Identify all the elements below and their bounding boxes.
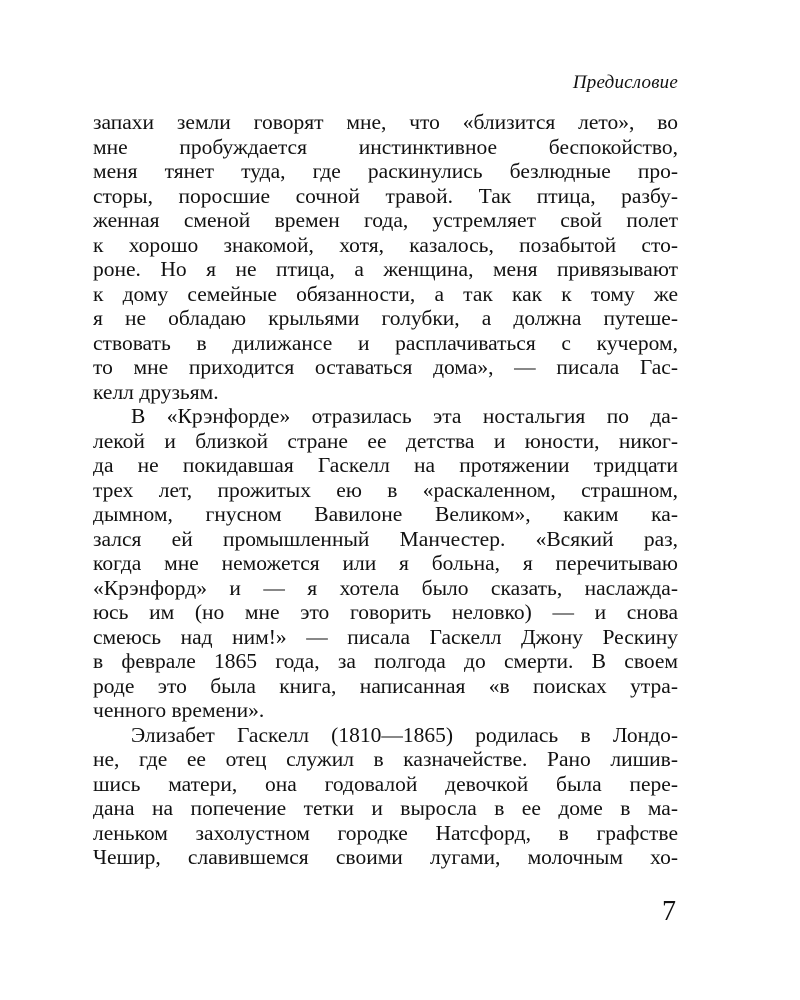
text-line: келл друзьям.: [93, 379, 219, 404]
paragraph: [93, 110, 678, 404]
text-line: смеюсь над ним!» — писала Гаскелл Джону Рескину: [93, 624, 678, 649]
text-line: зался ей промышленный Манчестер. «Всякий раз,: [93, 526, 678, 551]
text-line: трех лет, прожитых ею в «раскаленном, страшном,: [93, 477, 678, 502]
text-line: дымном, гнусном Вавилоне Великом», каким ка-: [93, 502, 678, 526]
text-line: дана на попечение тетки и выросла в ее доме в ма-: [93, 796, 678, 820]
text-line: то мне приходится оставаться дома», — писала Гас-: [93, 355, 678, 379]
text-line: запахи земли говорят мне, что «близится лето», во: [93, 110, 678, 134]
paragraph: [93, 404, 678, 723]
text-line: роде это была книга, написанная «в поисках утра-: [93, 673, 678, 698]
text-line: к хорошо знакомой, хотя, казалось, позабытой сто-: [93, 232, 678, 257]
text-line: да не покидавшая Гаскелл на протяжении тридцати: [93, 453, 678, 477]
text-line: когда мне неможется или я больна, я перечитываю: [93, 551, 678, 575]
text-line: леньком захолустном городке Натсфорд, в графстве: [93, 820, 678, 845]
text-line: ченного времени».: [93, 698, 265, 722]
text-line: шись матери, она годовалой девочкой была пере-: [93, 771, 678, 796]
text-line: сторы, поросшие сочной травой. Так птица, разбу-: [93, 183, 678, 208]
text-line: роне. Но я не птица, а женщина, меня привязывают: [93, 257, 678, 281]
paragraph: [93, 723, 678, 870]
page-number: 7: [662, 896, 676, 927]
text-line: меня тянет туда, где раскинулись безлюдные про-: [93, 159, 678, 183]
text-line: юсь им (но мне это говорить неловко) — и снова: [93, 600, 678, 624]
text-line: я не обладаю крыльями голубки, а должна путеше-: [93, 306, 678, 330]
text-line: ствовать в дилижансе и расплачиваться с кучером,: [93, 330, 678, 355]
body-text: [93, 110, 678, 870]
text-line: не, где ее отец служил в казначействе. Рано лишив-: [93, 747, 678, 771]
text-line: «Крэнфорд» и — я хотела было сказать, наслажда-: [93, 575, 678, 600]
running-title: Предисловие: [572, 72, 678, 93]
text-line: женная сменой времен года, устремляет свой полет: [93, 208, 678, 232]
text-line: Элизабет Гаскелл (1810—1865) родилась в Лондо-: [131, 722, 678, 747]
text-line: к дому семейные обязанности, а так как к тому же: [93, 281, 678, 306]
text-line: Чешир, славившемся своими лугами, молочным хо-: [93, 845, 678, 869]
text-line: лекой и близкой стране ее детства и юности, никог-: [93, 428, 678, 453]
text-line: мне пробуждается инстинктивное беспокойство,: [93, 134, 678, 159]
text-line: В «Крэнфорде» отразилась эта ностальгия по да-: [131, 404, 678, 428]
text-line: в феврале 1865 года, за полгода до смерти. В своем: [93, 649, 678, 673]
